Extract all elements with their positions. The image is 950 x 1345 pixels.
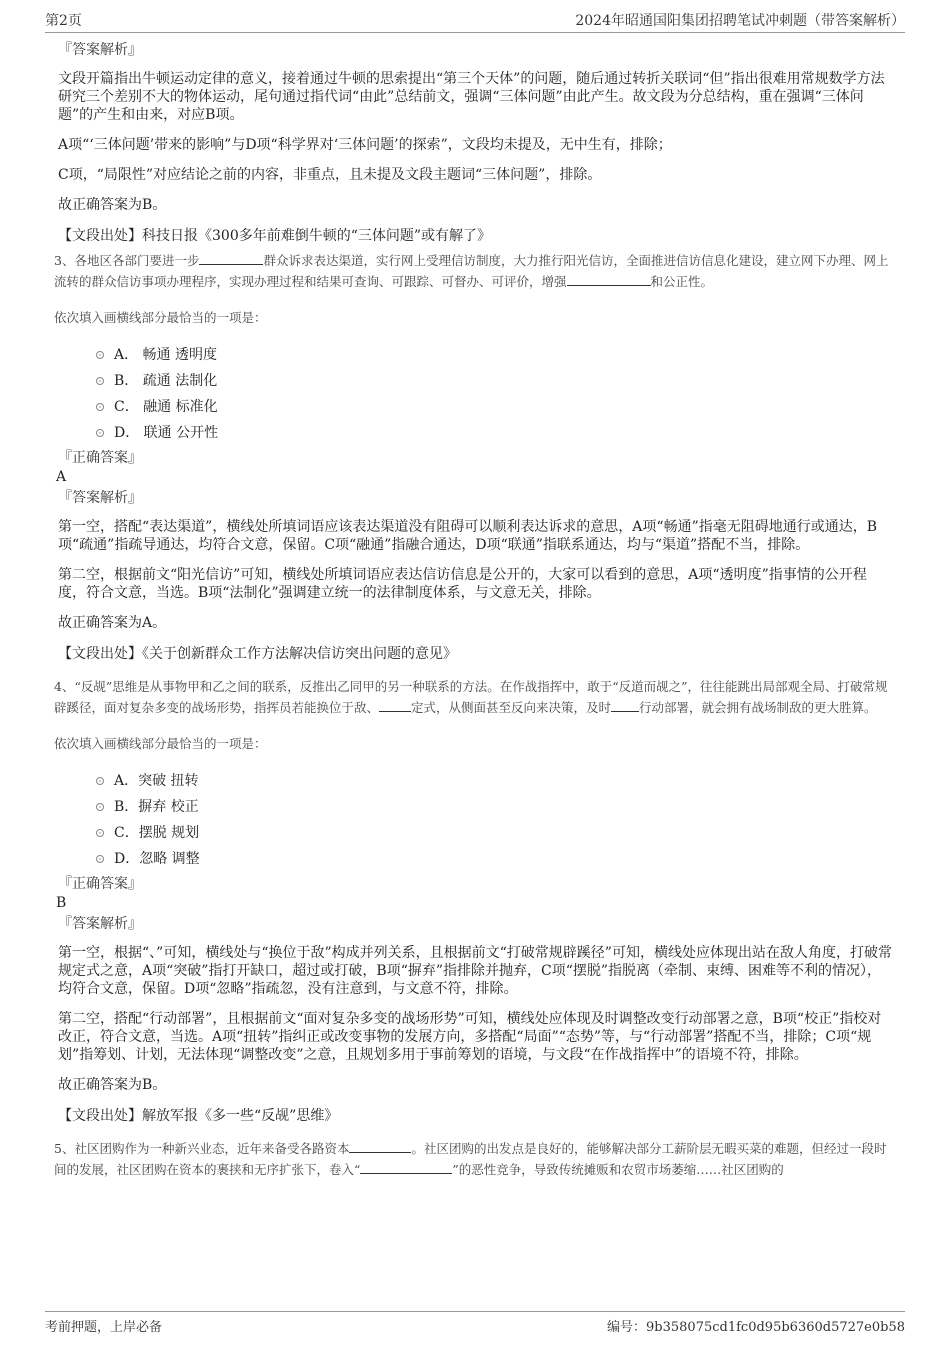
q4-source: 【文段出处】解放军报《多一些“反觇”思维》 <box>58 1108 339 1124</box>
q4-option-d[interactable] <box>96 846 892 872</box>
q4-analysis-label: 『答案解析』 <box>58 916 142 932</box>
radio-button[interactable] <box>96 803 104 811</box>
radio-button[interactable] <box>96 429 104 437</box>
q4-option-c[interactable] <box>96 820 892 846</box>
q4-analysis-paragraph: 第二空，搭配“行动部署”，且根据前文“面对复杂多变的战场形势”可知，横线处应体现及时调整改变行动部署之意，B项“校正”指校对改正，符合文意，当选。A项“扭转”指纠正或改变事物的发展方向，多搭配“局面”“态势”等，与“行动部署”搭配不当，排除；C项“规划”指筹划、计划，无法体现“调整改变”之意，且规划多用于事前筹划的语境，与文段“在作战指挥中”的语境不符，排除。 <box>58 1011 882 1063</box>
q2-analysis-paragraph: A项“‘三体问题’带来的影响”与D项“科学界对‘三体问题’的探索”，文段均未提及，无中生有，排除； <box>58 137 672 153</box>
q3-stem-text: 和公正性。 <box>650 274 714 289</box>
q3-stem-text: 3、各地区各部门要进一步 <box>54 253 200 268</box>
option-label: C．摆脱 规划 <box>114 825 200 841</box>
fill-blank <box>379 697 411 712</box>
q3-option-d[interactable] <box>96 420 892 446</box>
radio-button[interactable] <box>96 403 104 411</box>
q3-options <box>96 342 892 446</box>
fill-blank <box>349 1138 411 1153</box>
q3-analysis-paragraph: 第一空，搭配“表达渠道”，横线处所填词语应该表达渠道没有阻碍可以顺利表达诉求的意思，A项“畅通”指毫无阻碍地通行或通达，B项“疏通”指疏导通达，均符合文意，保留。C项“融通”指融合通达，D项“联通”指联系通达，均与“渠道”搭配不当，排除。 <box>58 519 878 553</box>
q3-stem <box>54 250 892 292</box>
q3-prompt: 依次填入画横线部分最恰当的一项是： <box>54 310 267 325</box>
q5-stem <box>54 1138 892 1180</box>
radio-button[interactable] <box>96 351 104 359</box>
q4-stem-text: 行动部署，就会拥有战场制敌的更大胜算。 <box>639 700 877 715</box>
q2-analysis-label: 『答案解析』 <box>58 42 142 58</box>
radio-button[interactable] <box>96 777 104 785</box>
radio-button[interactable] <box>96 829 104 837</box>
radio-button[interactable] <box>96 377 104 385</box>
option-label: A．突破 扭转 <box>114 773 199 789</box>
option-label: C． 融通 标准化 <box>114 399 218 415</box>
option-label: B．摒弃 校正 <box>114 799 199 815</box>
fill-blank <box>360 1159 452 1174</box>
q4-analysis-paragraph: 第一空，根据“、”可知，横线处与“换位于敌”构成并列关系，且根据前文“打破常规辟蹊径”可知，横线处应体现出站在敌人角度，打破常规定式之意，A项“突破”指打开缺口，超过或打破，B项“摒弃”指排除并抛弃，C项“摆脱”指脱离（牵制、束缚、困难等不利的情况），均符合文意，保留。D项“忽略”指疏忽，没有注意到，与文意不符，排除。 <box>58 945 892 997</box>
q4-stem <box>54 676 892 718</box>
q4-prompt: 依次填入画横线部分最恰当的一项是： <box>54 736 267 751</box>
q3-stem-text: 群众诉求表达渠道，实行网上受理信访制度，大力推行阳光信访，全面推进信访信息化建设，建立网下办理、网上流转的群众信访事项办理程序，实现办理过程和结果可查询、可跟踪、可督办、可评价，增强 <box>54 253 889 289</box>
radio-button[interactable] <box>96 855 104 863</box>
option-label: D．忽略 调整 <box>114 851 200 867</box>
q5-stem-text: ”的恶性竞争，导致传统摊贩和农贸市场萎缩……社区团购的 <box>452 1162 784 1177</box>
q5-stem-text: 5、社区团购作为一种新兴业态，近年来备受各路资本 <box>54 1141 350 1156</box>
q4-option-b[interactable] <box>96 794 892 820</box>
page-footer <box>45 1311 905 1336</box>
q4-answer-statement: 故正确答案为B。 <box>58 1077 167 1093</box>
q2-analysis-paragraph: 文段开篇指出牛顿运动定律的意义，接着通过牛顿的思索提出“第三个天体”的问题，随后通过转折关联词“但”指出很难用常规数学方法研究三个差别不大的物体运动，尾句通过指代词“由此”总结前文，强调“三体问题”由此产生。故文段为分总结构，重在强调“三体问题”的产生和由来，对应B项。 <box>58 71 885 123</box>
fill-blank <box>199 250 263 265</box>
q3-answer-statement: 故正确答案为A。 <box>58 615 167 631</box>
q4-option-a[interactable] <box>96 768 892 794</box>
page-number: 第2页 <box>45 13 82 29</box>
document-title: 2024年昭通国阳集团招聘笔试冲刺题（带答案解析） <box>575 13 905 29</box>
q3-correct-label: 『正确答案』 <box>58 450 142 466</box>
q5-stem-text: 。社区团购的出发点是良好的，能够解决部分工薪阶层无暇买菜的难题，但经过一段时间的发展，社区团购在资本的裹挟和无序扩张下，卷入“ <box>54 1141 887 1177</box>
option-label: B． 疏通 法制化 <box>114 373 218 389</box>
page-header <box>45 10 905 33</box>
option-label: D． 联通 公开性 <box>114 425 219 441</box>
q3-option-b[interactable] <box>96 368 892 394</box>
q3-option-c[interactable] <box>96 394 892 420</box>
q3-option-a[interactable] <box>96 342 892 368</box>
q4-correct-answer: B <box>56 895 67 911</box>
q3-analysis-paragraph: 第二空，根据前文“阳光信访”可知，横线处所填词语应表达信访信息是公开的，大家可以看到的意思，A项“透明度”指事情的公开程度，符合文意，当选。B项“法制化”强调建立统一的法律制度体系，与文意无关，排除。 <box>58 567 867 601</box>
q3-correct-answer: A <box>56 469 67 485</box>
document-id: 编号：9b358075cd1fc0d95b6360d5727e0b58 <box>607 1320 905 1335</box>
q3-analysis-label: 『答案解析』 <box>58 490 142 506</box>
q2-source: 【文段出处】科技日报《300多年前难倒牛顿的“三体问题”或有解了》 <box>58 228 492 244</box>
page-content <box>54 40 892 1180</box>
fill-blank <box>567 271 651 286</box>
q4-stem-text: 4、“反觇”思维是从事物甲和乙之间的联系，反推出乙同甲的另一种联系的方法。在作战指挥中，敢于“反道而觇之”，往往能跳出局部观全局、打破常规辟蹊径，面对复杂多变的战场形势，指挥员若能换位于敌、 <box>54 679 888 715</box>
fill-blank <box>611 697 639 712</box>
q4-correct-label: 『正确答案』 <box>58 876 142 892</box>
q2-answer-statement: 故正确答案为B。 <box>58 197 167 213</box>
option-label: A． 畅通 透明度 <box>114 347 218 363</box>
footer-slogan: 考前押题，上岸必备 <box>45 1320 163 1335</box>
q4-options <box>96 768 892 872</box>
q4-stem-text: 定式，从侧面甚至反向来决策，及时 <box>411 700 612 715</box>
q3-source: 【文段出处】《关于创新群众工作方法解决信访突出问题的意见》 <box>58 646 457 662</box>
q2-analysis-paragraph: C项，“局限性”对应结论之前的内容，非重点，且未提及文段主题词“三体问题”，排除。 <box>58 167 602 183</box>
